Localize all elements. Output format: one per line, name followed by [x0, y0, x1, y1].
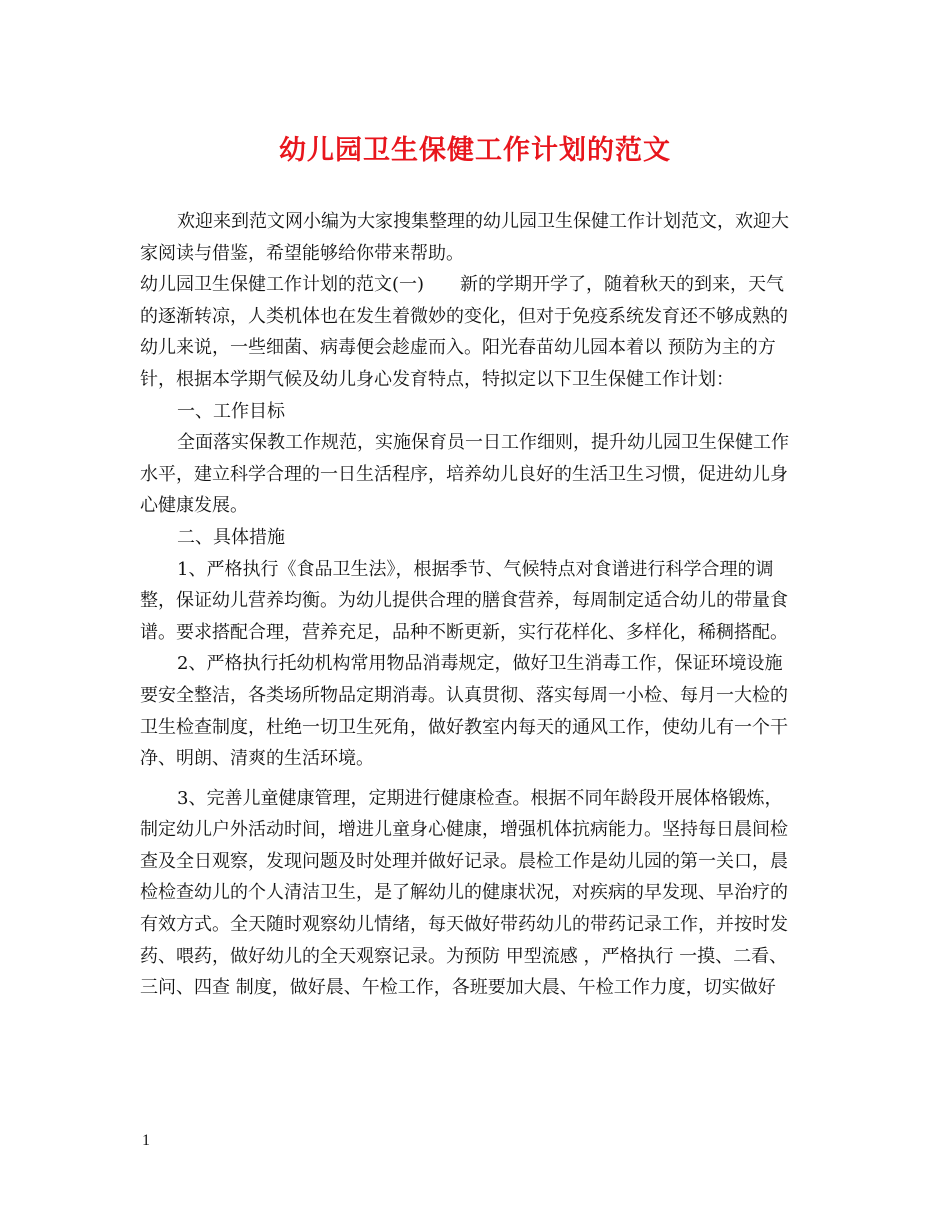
paragraph-line: 谱。要求搭配合理，营养充足，品种不断更新，实行花样化、多样化，稀稠搭配。	[140, 621, 788, 643]
paragraph-line: 水平，建立科学合理的一日生活程序，培养幼儿良好的生活卫生习惯，促进幼儿身	[140, 463, 788, 485]
paragraph-line: 针，根据本学期气候及幼儿身心发育特点，特拟定以下卫生保健工作计划：	[140, 368, 734, 390]
paragraph-line: 1、严格执行《食品卫生法》，根据季节、气候特点对食谱进行科学合理的调	[177, 558, 774, 580]
document-title: 幼儿园卫生保健工作计划的范文	[279, 135, 671, 166]
paragraph-line: 要安全整洁，各类场所物品定期消毒。认真贯彻、落实每周一小检、每月一大检的	[140, 684, 788, 706]
paragraph-line: 检检查幼儿的个人清洁卫生，是了解幼儿的健康状况，对疾病的早发现、早治疗的	[140, 882, 788, 904]
paragraph-line: 有效方式。全天随时观察幼儿情绪，每天做好带药幼儿的带药记录工作，并按时发	[140, 914, 788, 936]
paragraph-line: 心健康发展。	[140, 495, 248, 517]
paragraph-line: 幼儿园卫生保健工作计划的范文(一) 新的学期开学了，随着秋天的到来，天气	[140, 274, 785, 296]
paragraph-line: 欢迎来到范文网小编为大家搜集整理的幼儿园卫生保健工作计划范文，欢迎大	[177, 211, 789, 232]
paragraph-line: 查及全日观察，发现问题及时处理并做好记录。晨检工作是幼儿园的第一关口，晨	[140, 850, 788, 872]
paragraph-line: 制定幼儿户外活动时间，增进儿童身心健康，增强机体抗病能力。坚持每日晨间检	[140, 819, 788, 841]
paragraph-line: 3、完善儿童健康管理，定期进行健康检查。根据不同年龄段开展体格锻炼，	[177, 787, 783, 809]
section-heading: 一、工作目标	[177, 400, 285, 422]
paragraph-line: 净、明朗、清爽的生活环境。	[140, 748, 374, 770]
section-heading: 二、具体措施	[177, 526, 285, 548]
paragraph-line: 幼儿来说，一些细菌、病毒便会趁虚而入。阳光春苗幼儿园本着以 预防为主的方	[140, 337, 776, 359]
paragraph-line: 家阅读与借鉴，希望能够给你带来帮助。	[140, 242, 464, 264]
paragraph-line: 药、喂药，做好幼儿的全天观察记录。为预防 甲型流感 ，严格执行 一摸、二看、	[140, 945, 788, 967]
paragraph-line: 整，保证幼儿营养均衡。为幼儿提供合理的膳食营养，每周制定适合幼儿的带量食	[140, 590, 788, 612]
paragraph-line: 三问、四查 制度，做好晨、午检工作，各班要加大晨、午检工作力度，切实做好	[140, 977, 776, 999]
paragraph-line: 的逐渐转凉，人类机体也在发生着微妙的变化，但对于免疫系统发育还不够成熟的	[140, 305, 788, 327]
paragraph-line: 全面落实保教工作规范，实施保育员一日工作细则，提升幼儿园卫生保健工作	[177, 432, 789, 454]
document-body	[140, 206, 830, 1004]
paragraph-line: 卫生检查制度，杜绝一切卫生死角，做好教室内每天的通风工作，使幼儿有一个干	[140, 716, 788, 738]
page-number: 1	[142, 1132, 150, 1149]
paragraph-line: 2、严格执行托幼机构常用物品消毒规定，做好卫生消毒工作，保证环境设施	[177, 653, 783, 675]
